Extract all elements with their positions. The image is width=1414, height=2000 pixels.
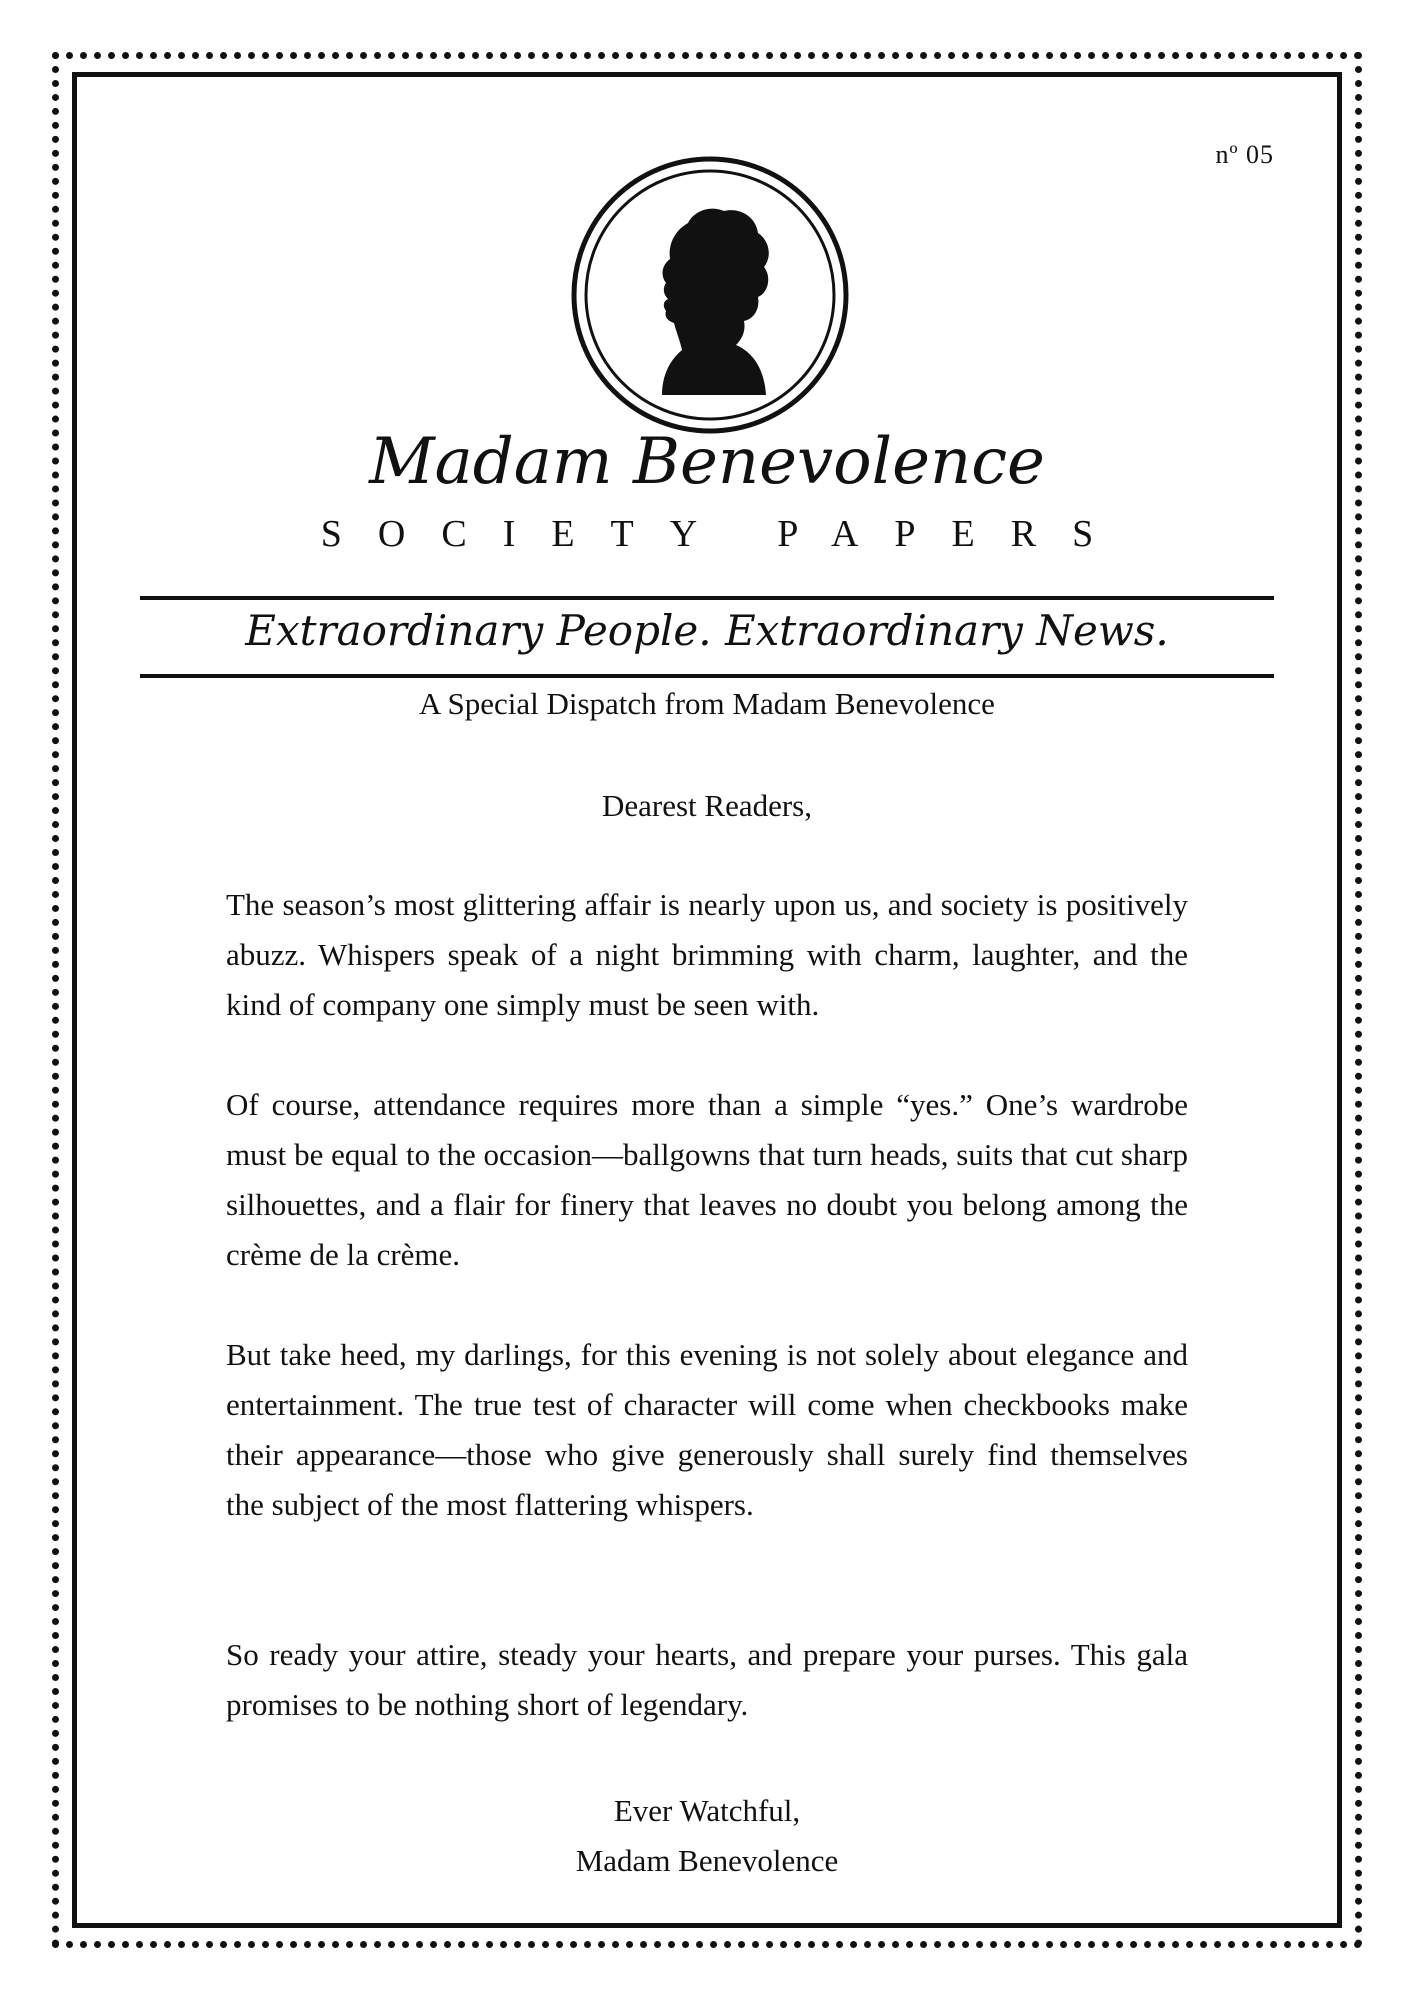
letter-paragraph: So ready your attire, steady your hearts, and prepare your purses. This gala promises to be nothing short of legendary. [226, 1637, 1188, 1722]
letter-paragraph: But take heed, my darlings, for this evening is not solely about elegance and entertainment. The true test of character will come when checkbooks make their appearance—those who give generously shall surely find themselves the subject of the most flattering whispers. [226, 1337, 1188, 1522]
letter-paragraph: The season’s most glittering affair is nearly upon us, and society is positively abuzz. Whispers speak of a night brimming with charm, laughter, and the kind of company one simply must be seen with. [226, 887, 1188, 1022]
divider-bottom [140, 674, 1274, 678]
cameo-silhouette-icon [570, 155, 850, 435]
letter-signature: Madam Benevolence [575, 1843, 839, 1878]
masthead-subtitle: SOCIETY PAPERS [320, 513, 1130, 555]
masthead-title: Madam Benevolence [369, 425, 1045, 499]
dispatch-line: A Special Dispatch from Madam Benevolence [419, 686, 995, 721]
letter-signoff [0, 1786, 1414, 1886]
issue-number: nº 05 [1215, 140, 1274, 169]
letter-greeting: Dearest Readers, [601, 788, 812, 823]
letter-paragraph: Of course, attendance requires more than a simple “yes.” One’s wardrobe must be equal to the occasion—ballgowns that turn heads, suits that cut sharp silhouettes, and a flair for finery that leaves no doubt you belong among the crème de la crème. [226, 1087, 1188, 1272]
divider-top [140, 596, 1274, 600]
tagline: Extraordinary People. Extraordinary News. [245, 606, 1169, 655]
letter-closing: Ever Watchful, [613, 1793, 801, 1828]
